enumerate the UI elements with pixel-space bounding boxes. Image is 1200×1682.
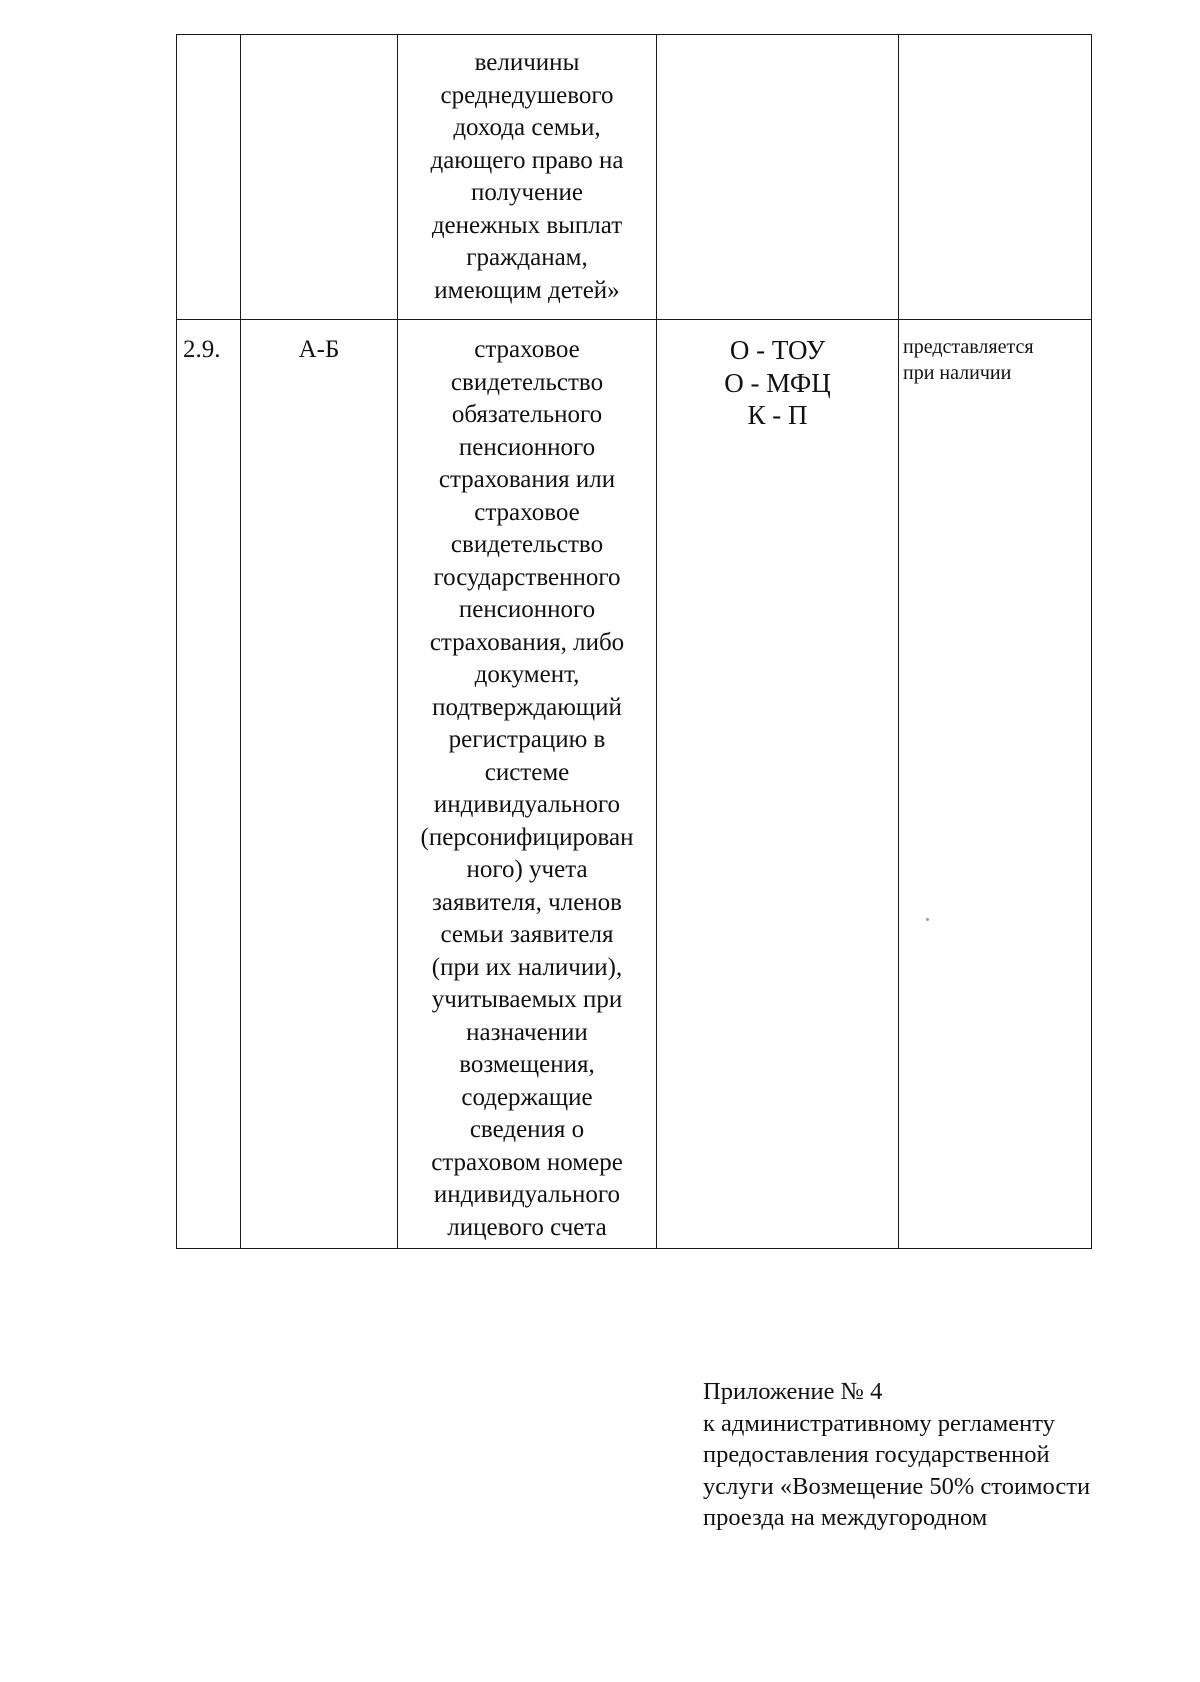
- document-cell: [398, 35, 657, 320]
- appendix-line: услуги «Возмещение 50% стоимости: [703, 1472, 1091, 1500]
- appendix-line: Приложение № 4: [703, 1378, 883, 1405]
- row-number-cell: [177, 35, 241, 320]
- document-line: возмещения,: [459, 1051, 595, 1078]
- appendix-line: к административному регламенту: [703, 1409, 1055, 1437]
- submission-forms: [657, 320, 898, 432]
- document-line: денежных выплат: [431, 211, 623, 239]
- document-line: ного) учета: [466, 856, 588, 883]
- document-line: свидетельство: [450, 531, 604, 558]
- document-line: сведения о: [469, 1116, 585, 1143]
- scan-speck: [926, 918, 929, 921]
- note-cell: [899, 35, 1092, 320]
- document-line: индивидуального: [433, 791, 621, 818]
- row-number: [177, 35, 240, 49]
- document-line: гражданам,: [466, 244, 588, 271]
- form-line: К - П: [747, 400, 808, 430]
- document-line: системе: [484, 758, 570, 786]
- document-line: дохода семьи,: [453, 114, 601, 141]
- document-line: величины: [474, 49, 580, 76]
- document-line: семьи заявителя: [440, 921, 614, 948]
- document-line: обязательного: [451, 401, 603, 428]
- document-description: [398, 35, 656, 307]
- document-description: [398, 320, 656, 1244]
- document-line: свидетельство: [450, 368, 604, 396]
- document-line: учитываемых при: [431, 986, 623, 1013]
- document-line: государственного: [433, 563, 621, 591]
- form-line: О - МФЦ: [724, 367, 831, 398]
- appendix-line: проезда на междугородном: [703, 1504, 988, 1531]
- document-line: страховое: [474, 498, 580, 526]
- appendix-line: предоставления государственной: [703, 1441, 1050, 1468]
- appendix-heading: [703, 1376, 1090, 1534]
- row-code: [241, 35, 397, 49]
- document-line: страховое: [474, 336, 580, 363]
- code-cell: [241, 35, 398, 320]
- document-line: назначении: [466, 1018, 588, 1046]
- document-line: документ,: [474, 661, 580, 688]
- document-line: пенсионного: [458, 596, 596, 623]
- document-cell: [398, 320, 657, 1249]
- document-line: страхования или: [438, 466, 616, 493]
- table-row-2-9: [177, 320, 1092, 1249]
- note-line: представляется: [903, 336, 1034, 358]
- code-cell: [241, 320, 398, 1249]
- document-line: (при их наличии),: [431, 953, 623, 981]
- document-line: имеющим детей»: [434, 276, 620, 304]
- note-cell: [899, 320, 1092, 1249]
- form-cell: [657, 320, 899, 1249]
- document-line: лицевого счета: [447, 1213, 607, 1241]
- document-line: страхования, либо: [429, 628, 625, 656]
- document-line: среднедушевого: [440, 81, 614, 109]
- row-number-cell: [177, 320, 241, 1249]
- document-line: регистрацию в: [448, 726, 606, 753]
- form-line: О - ТОУ: [729, 335, 826, 365]
- row-code: А-Б: [298, 336, 340, 363]
- note-line: при наличии: [903, 362, 1012, 384]
- document-line: подтверждающий: [432, 693, 622, 721]
- document-line: (персонифицирован: [420, 823, 634, 851]
- document-line: страховом номере: [431, 1148, 623, 1176]
- document-line: дающего право на: [430, 146, 624, 174]
- document-line: заявителя, членов: [432, 888, 622, 916]
- note-text: [899, 320, 1091, 386]
- form-cell: [657, 35, 899, 320]
- table-row-continuation: [177, 35, 1092, 320]
- document-line: пенсионного: [458, 433, 596, 461]
- requirements-table: [176, 34, 1092, 1249]
- document-line: получение: [470, 179, 584, 206]
- document-line: индивидуального: [433, 1181, 621, 1208]
- row-number: 2.9.: [183, 336, 221, 363]
- document-line: содержащие: [461, 1083, 593, 1111]
